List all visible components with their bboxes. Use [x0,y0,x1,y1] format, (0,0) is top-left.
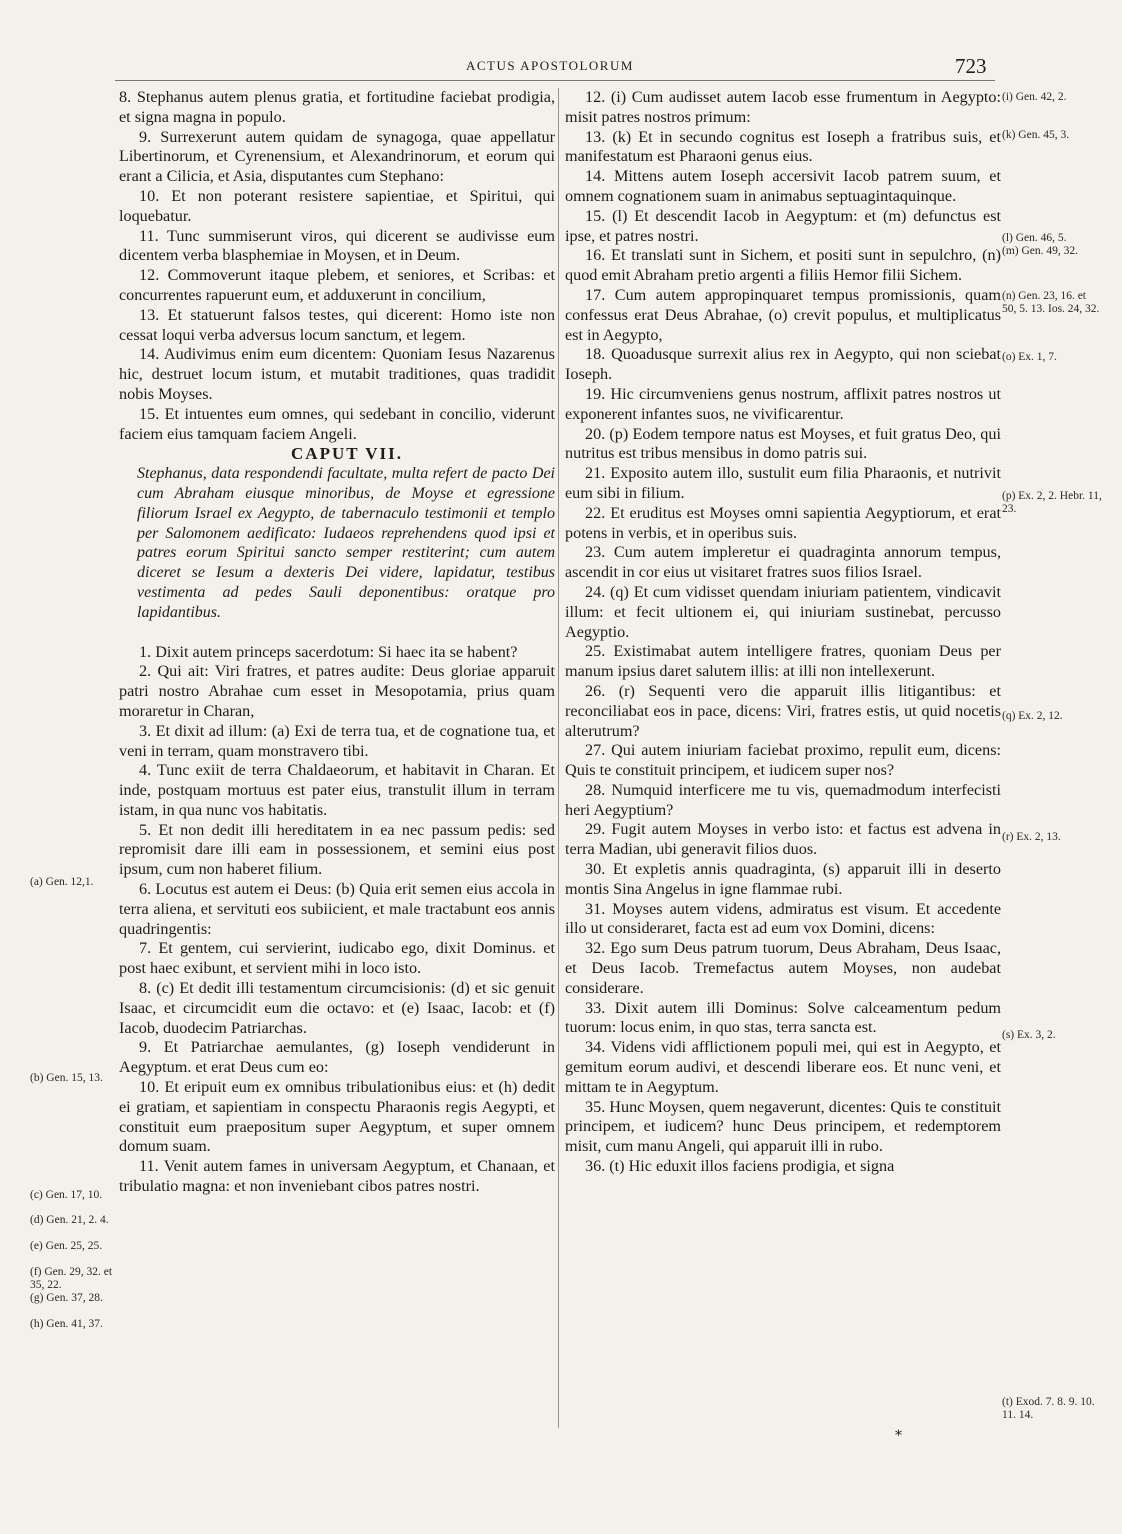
verse: 25. Existimabat autem intelligere fratres, quoniam Deus per manum ipsius daret salutem illis: at illi non intellexerunt. [565,642,1001,681]
verse: 17. Cum autem appropinquaret tempus promissionis, quam confessus erat Deus Abrahae, (o) crevit populus, et multiplicatus est in Aegypto, [565,285,1001,344]
verse: 23. Cum autem impleretur ei quadraginta annorum tempus, ascendit in cor eius ut visitaret fratres suos filios Israel. [565,543,1001,582]
margin-note: (c) Gen. 17, 10. [30,1189,103,1201]
verse: 13. (k) Et in secundo cognitus est Ioseph a fratribus suis, et manifestatum est Pharaoni genus eius. [565,127,1001,166]
verse: 13. Et statuerunt falsos testes, qui dicerent: Homo iste non cessat loqui verba adversus locum sanctum, et legem. [119,305,555,344]
verse: 32. Ego sum Deus patrum tuorum, Deus Abraham, Deus Isaac, et Deus Iacob. Tremefactus autem Moyses, non audebat considerare. [565,939,1001,997]
verse: 12. (i) Cum audisset autem Iacob esse frumentum in Aegypto: misit patres nostros primum: [565,88,1001,126]
verse: 10. Et non poterant resistere sapientiae, et Spiritui, qui loquebatur. [119,186,555,225]
margin-note: (p) Ex. 2, 2. Hebr. 11, 23. [1002,490,1102,515]
margin-note: (n) Gen. 23, 16. et 50, 5. 13. Ios. 24, 32. [1002,290,1100,315]
page-number: 723 [955,54,987,78]
verse: 29. Fugit autem Moyses in verbo isto: et factus est advena in terra Madian, ubi generavit filios duos. [565,820,1001,859]
verse: 10. Et eripuit eum ex omnibus tribulationibus eius: et (h) dedit ei gratiam, et sapientiam in conspectu Pharaonis regis Aegypti, et constituit eum praepositum super Aegyptum, et super omnem domum suam. [119,1078,555,1156]
verse: 8. (c) Et dedit illi testamentum circumcisionis: (d) et sic genuit Isaac, et circumcidit eum die octavo: et (e) Isaac, Iacob: et (f) Iacob, duodecim Patriarchas. [119,979,555,1037]
verse: 9. Surrexerunt autem quidam de synagoga, quae appellatur Libertinorum, et Cyrenensium, et Alexandrinorum, et eorum qui erant a Cilicia, et Asia, disputantes cum Stephano: [119,127,555,186]
verse: 7. Et gentem, cui servierint, iudicabo ego, dixit Dominus. et post haec exibunt, et servient mihi in loco isto. [119,939,555,978]
margin-note: (s) Ex. 3, 2. [1002,1029,1056,1041]
signature-mark: * [895,1428,902,1444]
verse: 11. Venit autem fames in universam Aegyptum, et Chanaan, et tribulatio magna: et non inveniebant cibos patres nostri. [119,1157,555,1196]
verse: 34. Videns vidi afflictionem populi mei, qui est in Aegypto, et gemitum eorum audivi, et descendi liberare eos. Et nunc veni, et mittam te in Aegyptum. [565,1038,1001,1096]
margin-note: (a) Gen. 12,1. [30,876,94,888]
margin-note: (i) Gen. 42, 2. [1002,91,1067,103]
verse: 11. Tunc summiserunt viros, qui dicerent se audivisse eum dicentem verba blasphemiae in Moysen, et in Deum. [119,226,555,265]
verse: 27. Qui autem iniuriam faciebat proximo, repulit eum, dicens: Quis te constituit principem, et iudicem super nos? [565,741,1001,780]
margin-note: (b) Gen. 15, 13. [30,1072,103,1084]
margin-note: (g) Gen. 37, 28. [30,1292,103,1304]
margin-note: (o) Ex. 1, 7. [1002,351,1057,363]
verse: 4. Tunc exiit de terra Chaldaeorum, et habitavit in Charan. Et inde, postquam mortuus est pater eius, transtulit illum in terram istam, in qua nunc vos habitatis. [119,761,555,819]
verse: 8. Stephanus autem plenus gratia, et fortitudine faciebat prodigia, et signa magna in populo. [119,88,555,126]
verse: 36. (t) Hic eduxit illos faciens prodigia, et signa [585,1157,895,1176]
verse: 31. Moyses autem videns, admiratus est visum. Et accedente illo ut consideraret, facta est ad eum vox Domini, dicens: [565,899,1001,938]
verse: 12. Commoverunt itaque plebem, et seniores, et Scribas: et concurrentes rapuerunt eum, et adduxerunt in concilium, [119,266,555,304]
verse: 28. Numquid interficere me tu vis, quemadmodum interfecisti heri Aegyptium? [565,780,1001,819]
verse: 20. (p) Eodem tempore natus est Moyses, et fuit gratus Deo, qui nutritus est tribus mensibus in domo patris sui. [565,424,1001,463]
verse: 26. (r) Sequenti vero die apparuit illis litigantibus: et reconciliabat eos in pace, dicens: Viri, fratres estis, ut quid nocetis alterutrum? [565,681,1001,740]
chapter-summary: Stephanus, data respondendi facultate, multa refert de pacto Dei cum Abraham eiusque minoribus, de Moyse et egressione filiorum Israel ex Aegypto, de tabernaculo testimonii et templo per Salomonem aedificato: Iudaeos reprehendens quod ipsi et patres eorum Spiritui sancto semper restiterint; cum autem diceret se Iesum a dexteris Dei videre, lapidatur, testibus vestimenta ad pedes Sauli deponentibus: oratque pro lapidantibus. [137,465,555,621]
margin-note: (t) Exod. 7. 8. 9. 10. 11. 14. [1002,1396,1095,1421]
margin-note: (m) Gen. 49, 32. [1002,245,1079,257]
margin-note: (l) Gen. 46, 5. [1002,232,1067,244]
verse: 3. Et dixit ad illum: (a) Exi de terra tua, et de cognatione tua, et veni in terram, quam monstravero tibi. [119,721,555,760]
verse: 19. Hic circumveniens genus nostrum, afflixit patres nostros ut exponerent infantes suos, ne vivificarentur. [565,384,1001,423]
margin-note: (q) Ex. 2, 12. [1002,710,1063,722]
verse: 2. Qui ait: Viri fratres, et patres audite: Deus gloriae apparuit patri nostro Abrahae cum esset in Mesopotamia, prius quam moraretur in Charan, [119,662,555,720]
margin-note: (h) Gen. 41, 37. [30,1318,103,1330]
verse: 21. Exposito autem illo, sustulit eum filia Pharaonis, et nutrivit eum sibi in filium. [565,464,1001,502]
verse: 15. (l) Et descendit Iacob in Aegyptum: et (m) defunctus est ipse, et patres nostri. [565,206,1001,245]
verse: 18. Quoadusque surrexit alius rex in Aegypto, qui non sciebat Ioseph. [565,345,1001,384]
verse: 22. Et eruditus est Moyses omni sapientia Aegyptiorum, et erat potens in verbis, et in operibus suis. [565,503,1001,542]
margin-note: (d) Gen. 21, 2. 4. [30,1214,109,1226]
chapter-title: CAPUT VII. [291,444,403,464]
verse: 30. Et expletis annis quadraginta, (s) apparuit illi in deserto montis Sina Angelus in igne flammae rubi. [565,860,1001,898]
margin-note: (f) Gen. 29, 32. et 35, 22. [30,1266,113,1291]
verse: 16. Et translati sunt in Sichem, et positi sunt in sepulchro, (n) quod emit Abraham pretio argenti a filiis Hemor filii Sichem. [565,246,1001,285]
verse: 35. Hunc Moysen, quem negaverunt, dicentes: Quis te constituit principem, et iudicem? hunc Deus principem, et redemptorem misit, cum manu Angeli, qui apparuit illi in rubo. [565,1097,1001,1156]
margin-note: (k) Gen. 45, 3. [1002,129,1070,141]
verse: 14. Audivimus enim eum dicentem: Quoniam Iesus Nazarenus hic, destruet locum istum, et mutabit traditiones, quas tradidit nobis Moyses. [119,345,555,403]
verse: 1. Dixit autem princeps sacerdotum: Si haec ita se habent? [139,642,518,661]
margin-note: (r) Ex. 2, 13. [1002,831,1061,843]
verse: 5. Et non dedit illi hereditatem in ea nec passum pedis: sed repromisit dare illi eam in possessionem, et semini eius post ipsum, cum non haberet filium. [119,820,555,879]
verse: 24. (q) Et cum vidisset quendam iniuriam patientem, vindicavit illum: et fecit ultionem ei, qui iniuriam sustinebat, percusso Aegyptio. [565,582,1001,641]
margin-note: (e) Gen. 25, 25. [30,1240,103,1252]
verse: 33. Dixit autem illi Dominus: Solve calceamentum pedum tuorum: locus enim, in quo stas, terra sancta est. [565,998,1001,1037]
verse: 9. Et Patriarchae aemulantes, (g) Ioseph vendiderunt in Aegyptum. et erat Deus cum eo: [119,1038,555,1077]
verse: 6. Locutus est autem ei Deus: (b) Quia erit semen eius accola in terra aliena, et servituti eos subiicient, et male tractabunt eos annis quadringentis: [119,880,555,938]
verse: 15. Et intuentes eum omnes, qui sedebant in concilio, viderunt faciem eius tamquam faciem Angeli. [119,404,555,443]
running-head: ACTUS APOSTOLORUM [466,58,634,73]
verse: 14. Mittens autem Ioseph accersivit Iacob patrem suum, et omnem cognationem suam in animabus septuagintaquinque. [565,167,1001,205]
